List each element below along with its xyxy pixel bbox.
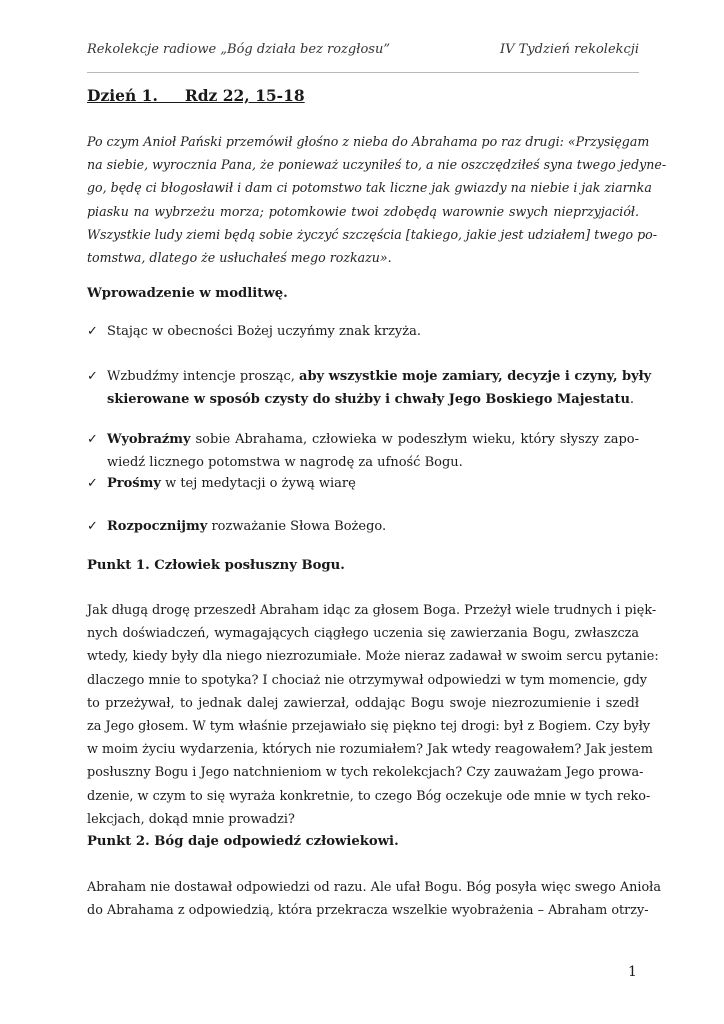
paragraph-line: dzenie, w czym to się wyraża konkretnie, to czego Bóg oczekuje ode mnie w tych reko- [87,788,651,804]
point1-paragraph [87,599,659,831]
paragraph-line: za Jego głosem. W tym właśnie przejawiało się piękno tej drogi: był z Bogiem. Czy były [87,719,651,735]
checklist-text-bold: aby wszystkie moje zamiary, decyzje i czyny, były [299,369,652,384]
point2-paragraph [87,876,661,922]
checklist-text-plain: rozważanie Słowa Bożego. [207,519,387,534]
checklist-text-bold: Rozpocznijmy [107,519,208,534]
quote-line: na siebie, wyrocznia Pana, że ponieważ uczyniłeś to, a nie oszczędziłeś syna twego jedyne- [87,157,667,173]
header-left: Rekolekcje radiowe „Bóg działa bez rozgłosu” [87,42,390,57]
quote-line: go, będę ci błogosławił i dam ci potomstwo tak liczne jak gwiazdy na niebie i jak ziarnka [87,180,652,196]
paragraph-line: to przeżywał, to jednak dalej zawierzał, oddając Bogu swoje niezrozumienie i szedł [87,695,639,711]
page-title: Dzień 1. Rdz 22, 15-18 [87,86,305,105]
paragraph-line: Abraham nie dostawał odpowiedzi od razu. Ale ufał Bogu. Bóg posyła więc swego Anioła [87,880,661,895]
paragraph-line: Jak długą drogę przeszedł Abraham idąc za głosem Boga. Przeżył wiele trudnych i pięk- [87,603,657,618]
quote-line: piasku na wybrzeżu morza; potomkowie twoi zdobędą warownie swych nieprzyjaciół. [87,203,639,219]
checklist-text-bold: Wyobraźmy [107,432,191,447]
paragraph-line: lekcjach, dokąd mnie prowadzi? [87,811,295,827]
checkmark-icon: ✓ [87,432,98,447]
page-number: 1 [628,964,637,980]
checkmark-icon: ✓ [87,369,98,384]
scripture-quote [87,130,667,269]
checklist-item [87,428,639,474]
paragraph-line: posłuszny Bogu i Jego natchnieniom w tych rekolekcjach? Czy zauważam Jego prowa- [87,765,644,781]
checkmark-icon: ✓ [87,324,98,339]
checkmark-icon: ✓ [87,476,98,491]
checklist-text [107,472,639,495]
checkmark-icon: ✓ [87,519,98,534]
checklist-text [107,428,639,451]
checklist-text-bold: skierowane w sposób czysty do służby i chwały Jego Boskiego Majestatu [107,392,630,407]
running-header [87,42,639,57]
quote-line: Po czym Anioł Pański przemówił głośno z nieba do Abrahama po raz drugi: «Przysięgam [87,134,650,149]
paragraph-line: w moim życiu wydarzenia, których nie rozumiałem? Jak wtedy reagowałem? Jak jestem [87,742,653,758]
checklist-item [87,472,639,495]
checklist-text [107,388,639,411]
checklist-item [87,320,639,343]
checklist-text: Stając w obecności Bożej uczyńmy znak krzyża. [107,324,422,339]
quote-line: tomstwa, dlatego że usłuchałeś mego rozkazu». [87,250,392,266]
paragraph-line: nych doświadczeń, wymagających ciągłego uczenia się zawierzania Bogu, zwłaszcza [87,626,639,642]
header-right: IV Tydzień rekolekcji [499,42,639,57]
quote-line: Wszystkie ludy ziemi będą sobie życzyć szczęścia [takiego, jakie jest udziałem] twego po- [87,226,658,242]
checklist-text [107,365,652,388]
checklist-text-plain: sobie Abrahama, człowieka w podeszłym wieku, który słyszy zapo- [190,432,639,447]
document-page [87,0,667,1024]
paragraph-line: do Abrahama z odpowiedzią, która przekracza wszelkie wyobrażenia – Abraham otrzy- [87,903,649,919]
checklist-item [87,515,639,538]
paragraph-line: wtedy, kiedy były dla niego niezrozumiałe. Może nieraz zadawał w swoim sercu pytanie: [87,649,659,665]
point1-heading: Punkt 1. Człowiek posłuszny Bogu. [87,558,345,573]
checklist-text-plain: w tej medytacji o żywą wiarę [160,476,356,491]
checklist-text-plain: Wzbudźmy intencje prosząc, [107,369,300,384]
checklist-text-plain: . [629,392,635,407]
checklist-item [87,365,652,411]
checklist-text [107,515,639,538]
header-divider [87,72,639,73]
intro-heading: Wprowadzenie w modlitwę. [87,286,288,301]
checklist-text: wiedź licznego potomstwa w nagrodę za ufność Bogu. [107,455,463,470]
point2-heading: Punkt 2. Bóg daje odpowiedź człowiekowi. [87,834,399,849]
checklist-text-bold: Prośmy [107,476,161,491]
paragraph-line: dlaczego mnie to spotyka? I chociaż nie otrzymywał odpowiedzi w tym momencie, gdy [87,672,648,688]
